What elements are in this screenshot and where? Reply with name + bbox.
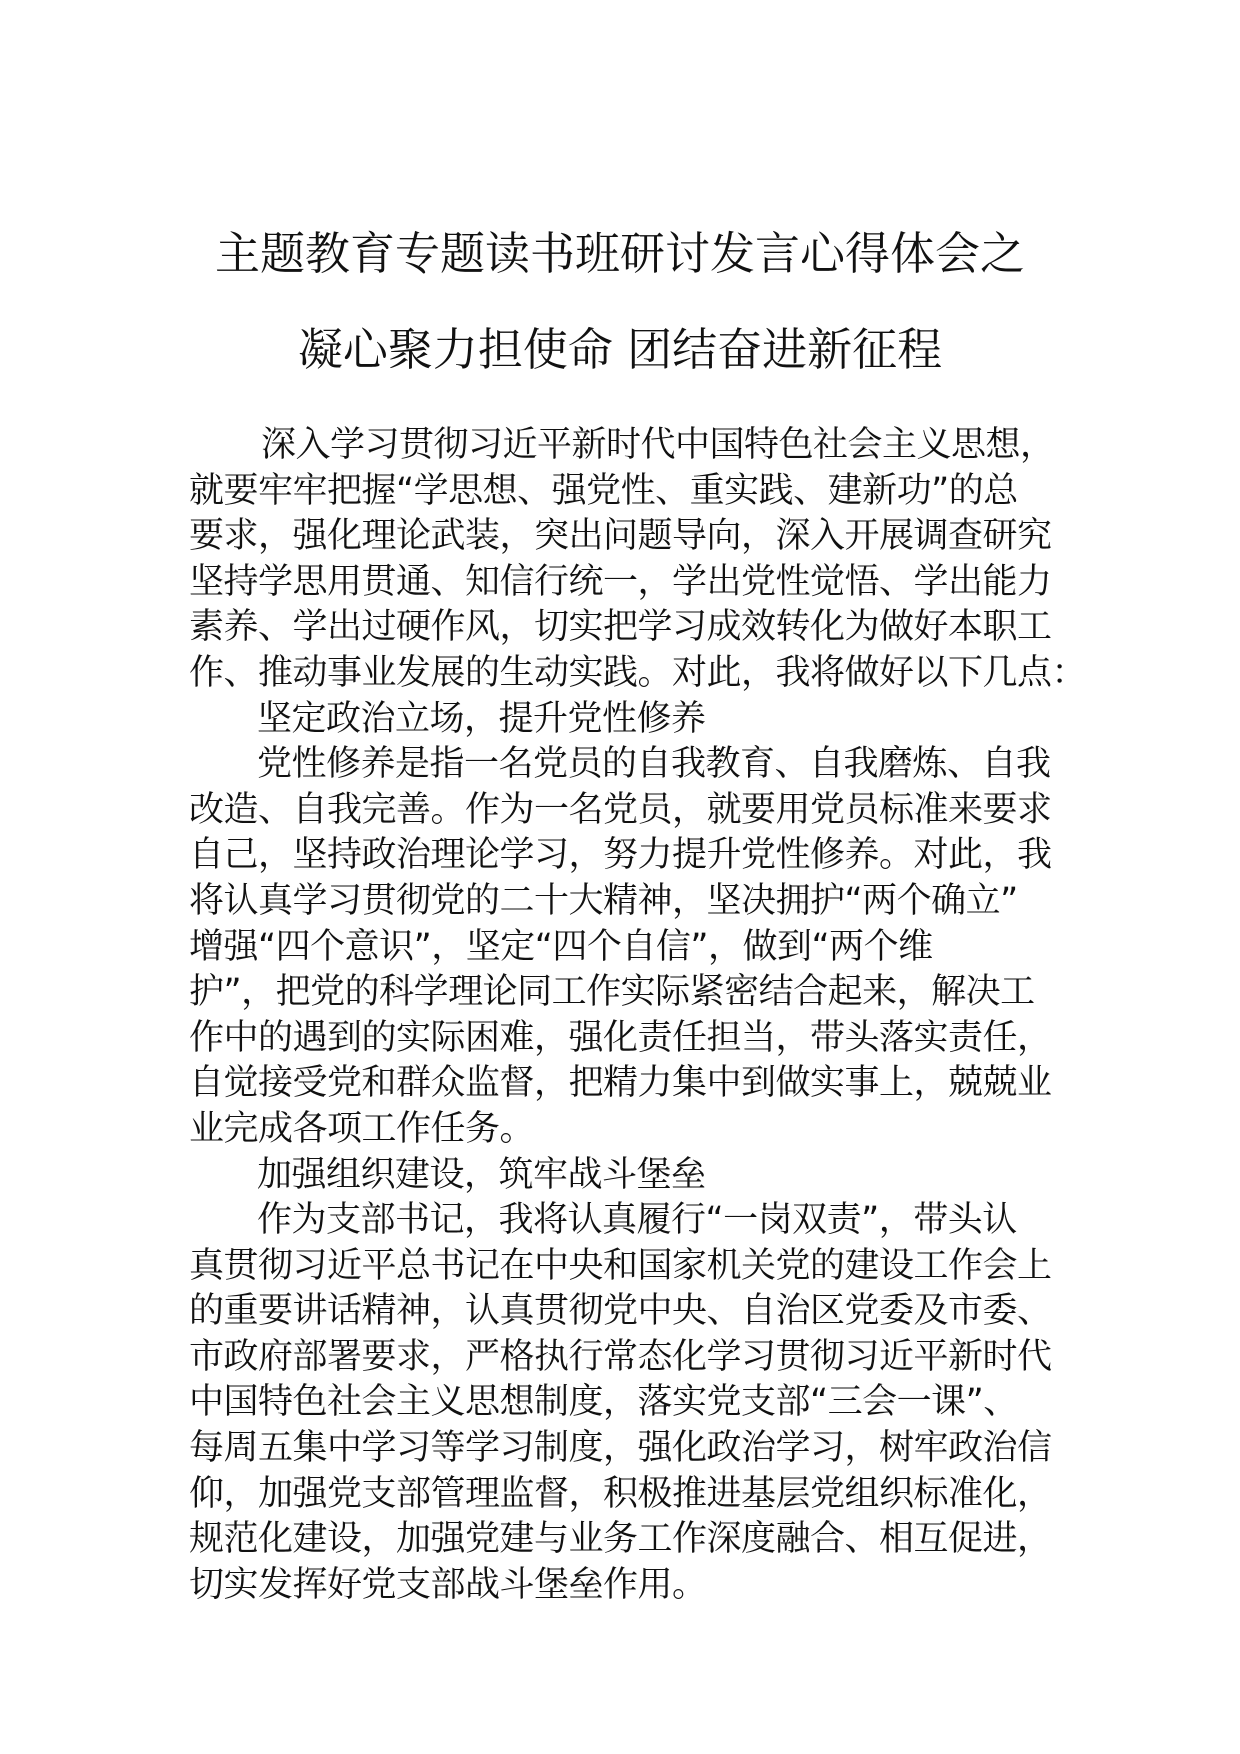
text-line: 深入学习贯彻习近平新时代中国特色社会主义思想， — [261, 425, 1055, 465]
text-line: 改造、自我完善。作为一名党员，就要用党员标准来要求 — [189, 789, 1052, 830]
section-heading: 坚定政治立场，提升党性修养 — [257, 698, 706, 739]
section-heading: 加强组织建设，筑牢战斗堡垒 — [257, 1154, 706, 1195]
text-line: 业完成各项工作任务。 — [189, 1108, 535, 1149]
text-line: 规范化建设，加强党建与业务工作深度融合、相互促进， — [189, 1519, 1052, 1560]
document-body — [189, 423, 1087, 1608]
text-line: 自觉接受党和群众监督，把精力集中到做实事上，兢兢业 — [189, 1063, 1052, 1104]
text-line: 的重要讲话精神，认真贯彻党中央、自治区党委及市委、 — [189, 1291, 1052, 1332]
paragraph-party-spirit — [189, 742, 1059, 1152]
text-line: 护”，把党的科学理论同工作实际紧密结合起来，解决工 — [189, 972, 1035, 1013]
text-line: 仰，加强党支部管理监督，积极推进基层党组织标准化， — [189, 1473, 1052, 1514]
text-line: 将认真学习贯彻党的二十大精神，坚决拥护“两个确立” — [189, 880, 1018, 921]
text-line: 要求，强化理论武装，突出问题导向，深入开展调查研究 — [189, 516, 1052, 557]
paragraph-organization — [189, 1198, 1059, 1608]
paragraph-intro — [189, 423, 1087, 697]
title-line-1: 主题教育专题读书班研讨发言心得体会之 — [214, 227, 1025, 280]
text-line: 作中的遇到的实际困难，强化责任担当，带头落实责任， — [189, 1017, 1052, 1058]
text-line: 就要牢牢把握“学思想、强党性、重实践、建新功”的总 — [189, 470, 1018, 511]
text-line: 党性修养是指一名党员的自我教育、自我磨炼、自我 — [257, 744, 1051, 785]
text-line: 市政府部署要求，严格执行常态化学习贯彻习近平新时代 — [189, 1336, 1052, 1377]
text-line: 每周五集中学习等学习制度，强化政治学习，树牢政治信 — [189, 1428, 1052, 1469]
title-line-2: 凝心聚力担使命 团结奋进新征程 — [297, 323, 943, 376]
document-title — [120, 206, 1120, 398]
text-line: 素养、学出过硬作风，切实把学习成效转化为做好本职工 — [189, 607, 1052, 648]
text-line: 作为支部书记，我将认真履行“一岗双责”，带头认 — [257, 1200, 1017, 1241]
text-line: 作、推动事业发展的生动实践。对此，我将做好以下几点： — [189, 652, 1087, 693]
text-line: 自己，坚持政治理论学习，努力提升党性修养。对此，我 — [189, 835, 1052, 876]
text-line: 中国特色社会主义思想制度，落实党支部“三会一课”、 — [189, 1382, 1018, 1423]
text-line: 切实发挥好党支部战斗堡垒作用。 — [189, 1564, 707, 1605]
text-line: 坚持学思用贯通、知信行统一，学出党性觉悟、学出能力 — [189, 561, 1052, 602]
text-line: 真贯彻习近平总书记在中央和国家机关党的建设工作会上 — [189, 1245, 1052, 1286]
text-line: 增强“四个意识”，坚定“四个自信”，做到“两个维 — [189, 926, 933, 967]
